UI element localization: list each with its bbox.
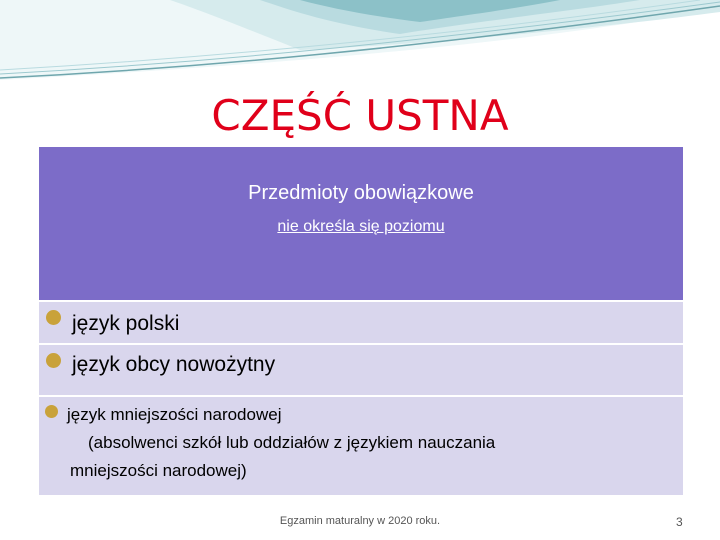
list-item (39, 300, 683, 343)
list-item-text (67, 401, 495, 485)
header-title: Przedmioty obowiązkowe (248, 182, 474, 204)
list-item-note: (absolwenci szkół lub oddziałów z językiem nauczania (88, 433, 496, 452)
page-title: CZĘŚĆ USTNA (211, 91, 509, 140)
list-item (39, 343, 683, 395)
header-subtitle: nie określa się poziomu (277, 218, 445, 235)
list-item-label: język obcy nowożytny (72, 353, 276, 376)
table-header (39, 147, 683, 300)
list-item-label: język polski (72, 312, 180, 335)
decorative-wave-header (0, 0, 720, 90)
list-item (39, 395, 683, 495)
bullet-icon (46, 353, 61, 368)
bullet-icon (45, 405, 58, 418)
list-item-note: mniejszości narodowej) (70, 461, 247, 480)
bullet-icon (46, 310, 61, 325)
page-number: 3 (676, 515, 683, 529)
list-item-label: język mniejszości narodowej (67, 405, 282, 424)
subjects-table (39, 147, 683, 495)
footer-text: Egzamin maturalny w 2020 roku. (279, 515, 441, 527)
